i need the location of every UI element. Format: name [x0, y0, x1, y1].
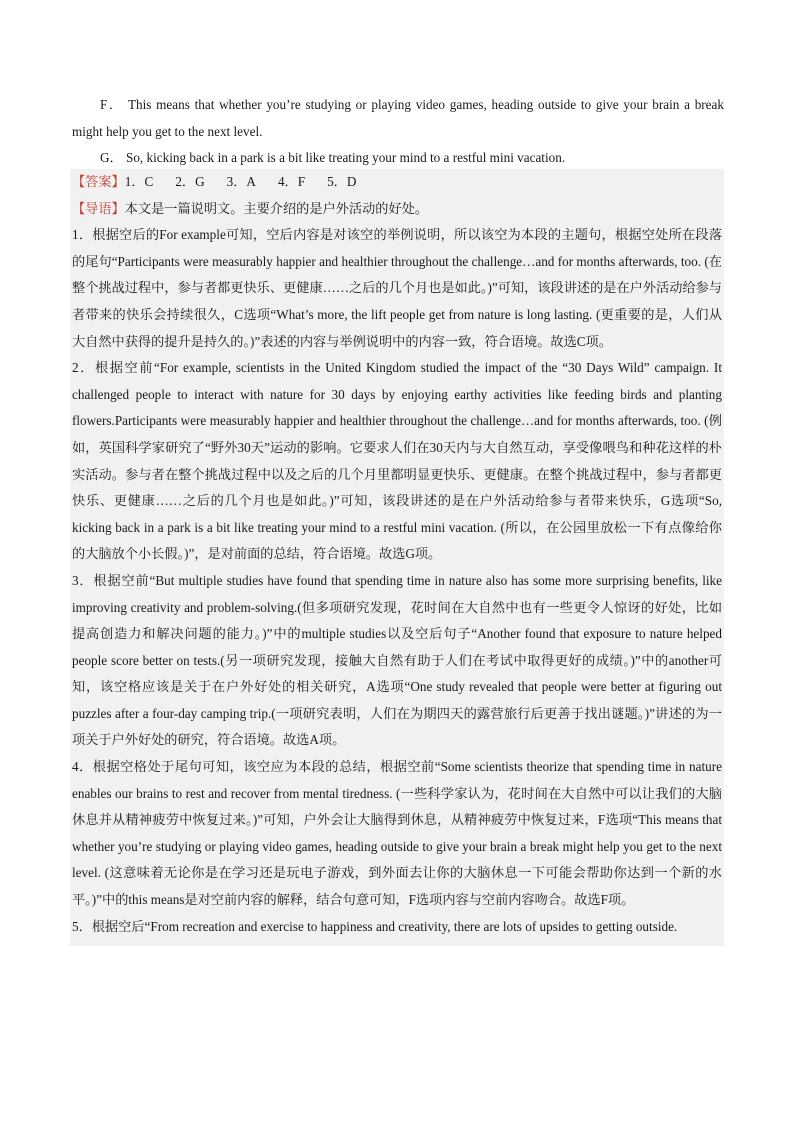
- answer-item: 2．G: [175, 174, 205, 189]
- answer-item: 4．F: [277, 174, 306, 189]
- answer-label: 【答案】: [72, 174, 125, 189]
- explanation-1: 1．根据空后的For example可知，空后内容是对该空的举例说明，所以该空为本段的主题句，根据空处所在段落的尾句“Participants were measurably happier and healthier throughout the challenge…and for months afterwards, too. (在整个挑战过程中，参与者都更快乐、更健康……之后的几个月也是如此。)”可知，该段讲述的是在户外活动给参与者带来的快乐会持续很久，C选项“What’s more, the lift people get from nature is long lasting. (更重要的是，人们从大自然中获得的提升是持久的。)”表述的内容与举例说明中的内容一致，符合语境。故选C项。: [72, 227, 722, 349]
- explanation-2: 2．根据空前“For example, scientists in the United Kingdom studied the impact of the “30 Days Wild” campaign. It challenged people to interact with nature for 30 days by enjoying earthy activities like feeding birds and planting flowers.Participants were measurably happier and healthier throughout the challenge…and for months afterwards, too. (例如，英国科学家研究了“野外30天”运动的影响。它要求人们在30天内与大自然互动，享受像喂鸟和种花这样的朴实活动。参与者在整个挑战过程中以及之后的几个月里都明显更快乐、更健康。在整个挑战过程中，参与者都更快乐、更健康……之后的几个月也是如此。)”可知，该段讲述的是在户外活动给参与者带来快乐，G选项“So, kicking back in a park is a bit like treating your mind to a restful mini vacation. (所以，在公园里放松一下有点像给你的大脑放个小长假。)”，是对前面的总结，符合语境。故选G项。: [72, 360, 722, 562]
- explanation-5: 5．根据空后“From recreation and exercise to happiness and creativity, there are lots of upsides to getting outside.: [72, 918, 678, 934]
- option-f: F． This means that whether you’re studying or playing video games, heading outside to give your brain a break might help you get to the next level.: [72, 97, 724, 139]
- guide-row: [70, 196, 724, 223]
- answer-explanation-block: [70, 169, 724, 946]
- guide-text: 本文是一篇说明文。主要介绍的是户外活动的好处。: [124, 200, 429, 216]
- answer-item: 5．D: [327, 174, 357, 189]
- explanation-3: 3．根据空前“But multiple studies have found that spending time in nature also has some more surprising benefits, like improving creativity and problem-solving.(但多项研究发现，花时间在大自然中也有一些更令人惊讶的好处，比如提高创造力和解决问题的能力。)”中的multiple studies以及空后句子“Another found that exposure to nature helped people score better on tests.(另一项研究发现，接触大自然有助于人们在考试中取得更好的成绩。)”中的another可知，该空格应该是关于在户外好处的相关研究，A选项“One study revealed that people were better at figuring out puzzles after a four-day camping trip.(一项研究表明，人们在为期四天的露营旅行后更善于找出谜题。)”讲述的为一项关于户外好处的研究，符合语境。故选A项。: [72, 572, 722, 748]
- option-g: G． So, kicking back in a park is a bit like treating your mind to a restful mini vacation.: [100, 150, 566, 166]
- guide-label: 【导语】: [72, 200, 125, 216]
- answer-item: 1．C: [124, 174, 154, 189]
- answer-item: 3．A: [226, 174, 256, 189]
- answer-row: [70, 169, 724, 196]
- explanation-4: 4．根据空格处于尾句可知，该空应为本段的总结，根据空前“Some scientists theorize that spending time in nature enables our brains to rest and recover from mental tiredness. (一些科学家认为，花时间在大自然中可以让我们的大脑休息并从精神疲劳中恢复过来。)”可知，户外会让大脑得到休息，从精神疲劳中恢复过来，F选项“This means that whether you’re studying or playing video games, heading outside to give your brain a break might help you get to the next level. (这意味着无论你是在学习还是玩电子游戏，到外面去让你的大脑休息一下可能会帮助你达到一个新的水平。)”中的this means是对空前内容的解释，结合句意可知，F选项内容与空前内容吻合。故选F项。: [72, 759, 722, 908]
- remaining-options: [72, 92, 724, 172]
